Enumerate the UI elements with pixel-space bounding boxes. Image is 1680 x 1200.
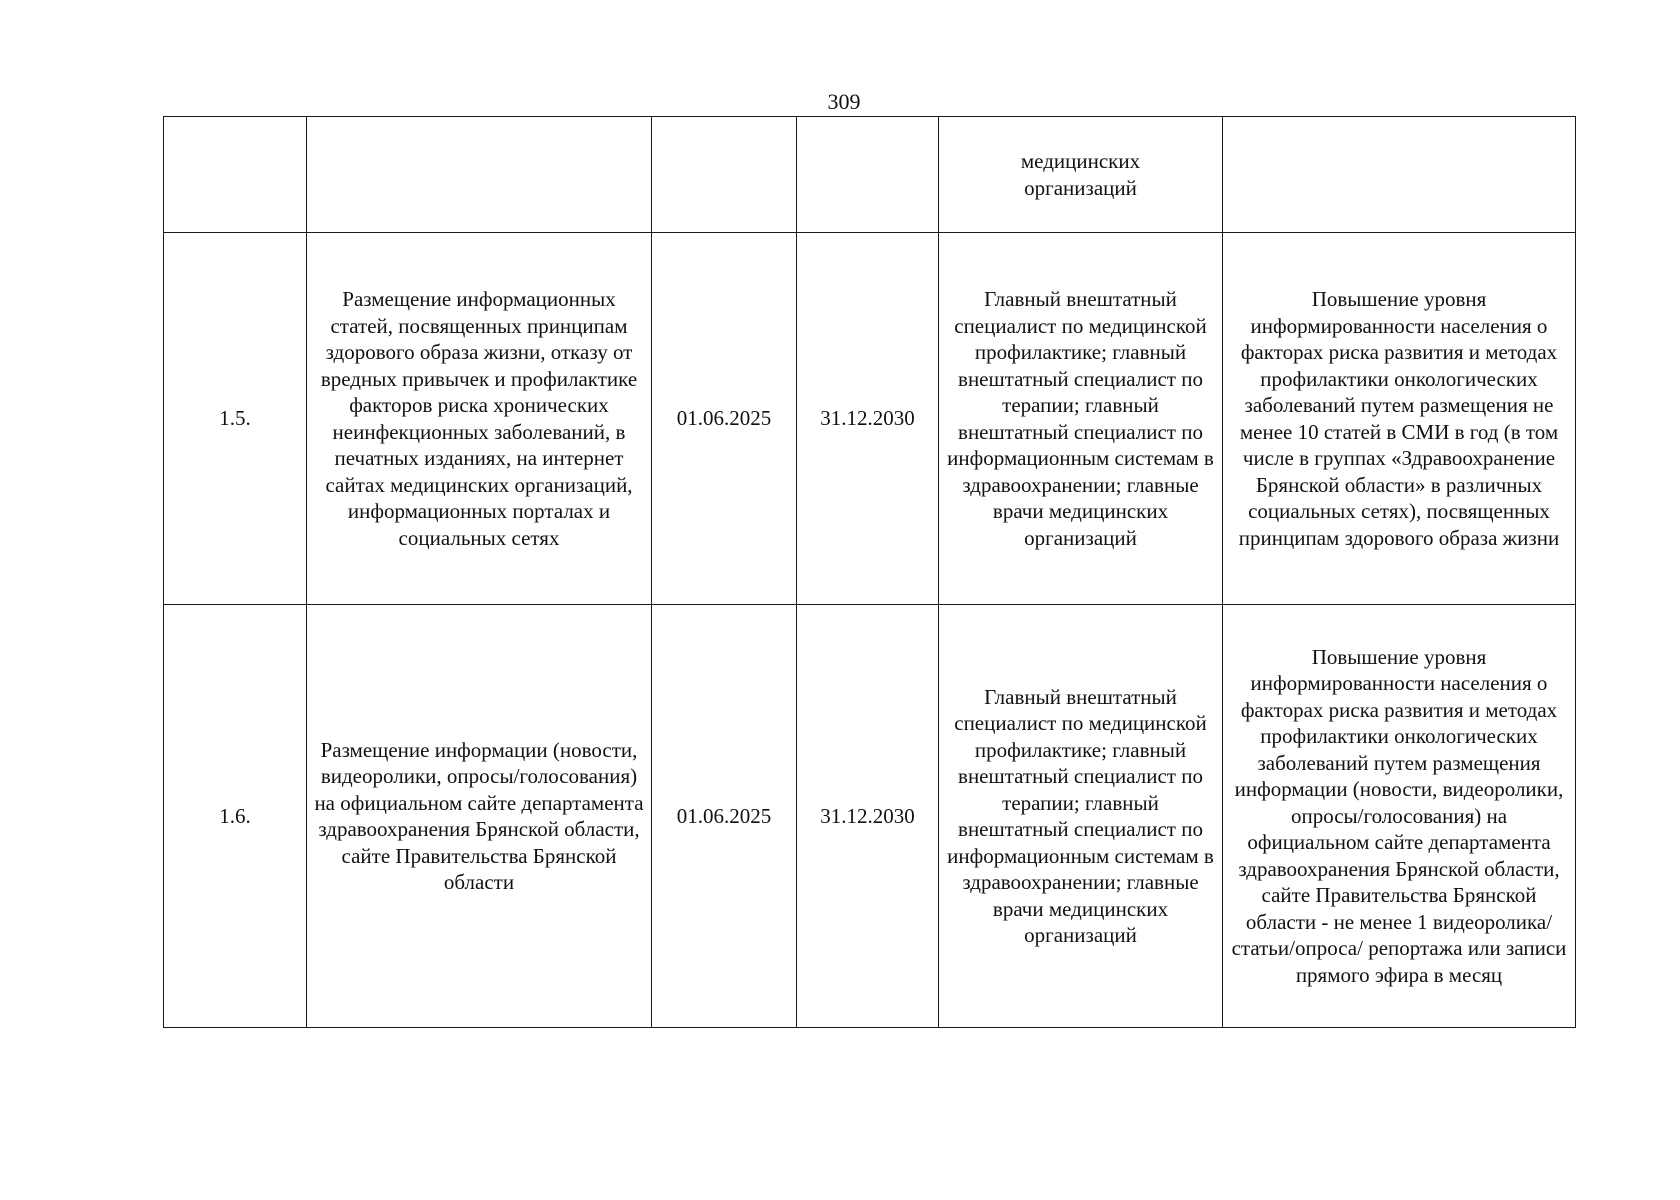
cell-responsible: медицинских организаций — [939, 117, 1223, 233]
measures-table — [163, 116, 1576, 1028]
cell-result: Повышение уровня информированности населения о факторах риска развития и методах профилактики онкологических заболеваний путем размещения информации (новости, видеоролики, опросы/голосования) на официальном сайте департамента здравоохранения Брянской области, сайте Правительства Брянской области - не менее 1 видеоролика/статьи/опроса/ репортажа или записи прямого эфира в месяц — [1223, 605, 1576, 1028]
cell-result — [1223, 117, 1576, 233]
cell-result: Повышение уровня информированности населения о факторах риска развития и методах профилактики онкологических заболеваний путем размещения не менее 10 статей в СМИ в год (в том числе в группах «Здравоохранение Брянской области» в различных социальных сетях), посвященных принципам здорового образа жизни — [1223, 233, 1576, 605]
table-row — [164, 605, 1576, 1028]
cell-end-date: 31.12.2030 — [797, 233, 939, 605]
cell-number: 1.6. — [164, 605, 307, 1028]
cell-number — [164, 117, 307, 233]
cell-start-date: 01.06.2025 — [652, 233, 797, 605]
table-row-continuation — [164, 117, 1576, 233]
cell-event — [307, 117, 652, 233]
cell-number: 1.5. — [164, 233, 307, 605]
cell-event: Размещение информационных статей, посвященных принципам здорового образа жизни, отказу от вредных привычек и профилактике факторов риска хронических неинфекционных заболеваний, в печатных изданиях, на интернет сайтах медицинских организаций, информационных порталах и социальных сетях — [307, 233, 652, 605]
cell-event: Размещение информации (новости, видеоролики, опросы/голосования) на официальном сайте департамента здравоохранения Брянской области, сайте Правительства Брянской области — [307, 605, 652, 1028]
cell-start-date: 01.06.2025 — [652, 605, 797, 1028]
cell-end-date: 31.12.2030 — [797, 605, 939, 1028]
cell-responsible: Главный внештатный специалист по медицинской профилактике; главный внештатный специалист по терапии; главный внештатный специалист по информационным системам в здравоохранении; главные врачи медицинских организаций — [939, 605, 1223, 1028]
table-row — [164, 233, 1576, 605]
cell-responsible: Главный внештатный специалист по медицинской профилактике; главный внештатный специалист по терапии; главный внештатный специалист по информационным системам в здравоохранении; главные врачи медицинских организаций — [939, 233, 1223, 605]
page-number: 309 — [827, 89, 861, 114]
cell-start-date — [652, 117, 797, 233]
cell-end-date — [797, 117, 939, 233]
